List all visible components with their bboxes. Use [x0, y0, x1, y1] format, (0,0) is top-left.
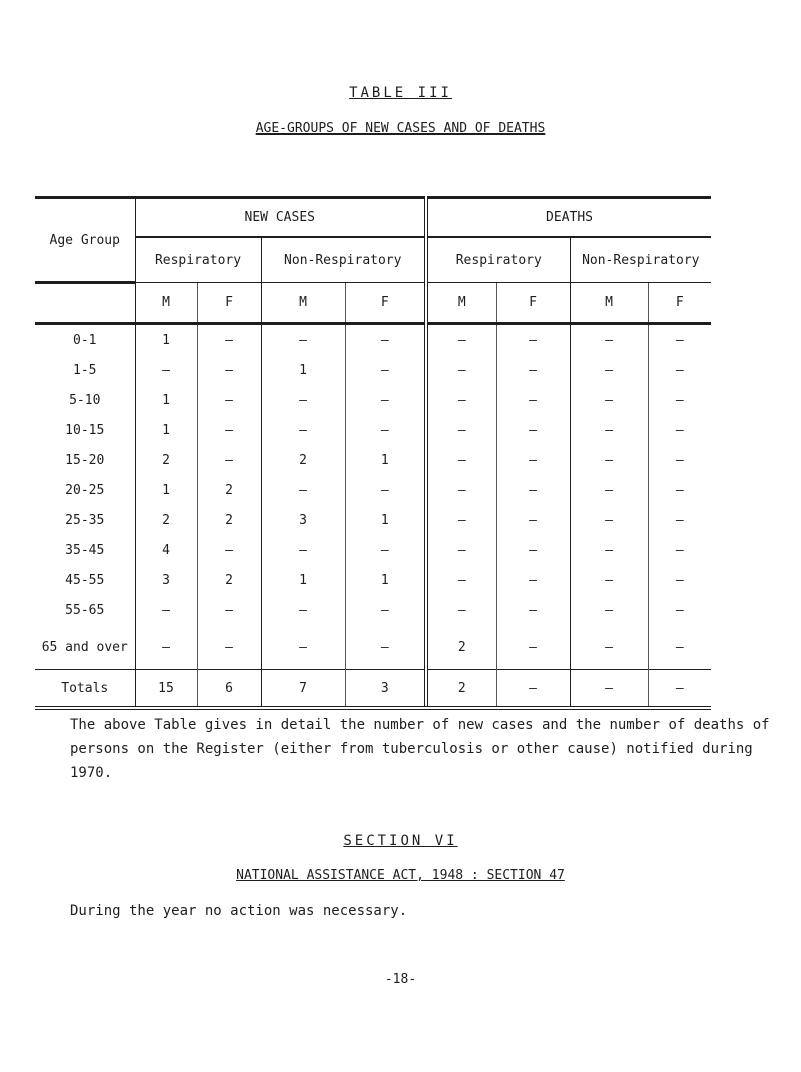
count-cell: –: [135, 595, 197, 625]
count-cell: –: [496, 565, 570, 595]
totals-label: Totals: [35, 670, 135, 709]
count-cell: 6: [197, 670, 261, 709]
count-cell: –: [570, 535, 648, 565]
count-cell: 3: [135, 565, 197, 595]
age-group-cell: 0-1: [73, 332, 97, 348]
table-row: [35, 355, 711, 385]
table-body: [35, 324, 711, 709]
count-cell: –: [570, 565, 648, 595]
count-cell: –: [345, 625, 426, 670]
table-row: [35, 565, 711, 595]
count-cell: 1: [261, 565, 345, 595]
count-cell: –: [426, 595, 496, 625]
count-cell: –: [426, 505, 496, 535]
count-cell: –: [426, 415, 496, 445]
count-cell: 2: [197, 505, 261, 535]
count-cell: –: [648, 505, 711, 535]
table-row: [35, 535, 711, 565]
count-cell: –: [570, 385, 648, 415]
count-cell: –: [135, 625, 197, 670]
sex-header-m: M: [135, 283, 197, 324]
table-row: [35, 505, 711, 535]
count-cell: 1: [261, 355, 345, 385]
explanation-paragraph: The above Table gives in detail the number of new cases and the number of deaths of persons on the Register (either from tuberculosis or other cause) notified during 1970.: [70, 717, 770, 781]
count-cell: 3: [345, 670, 426, 709]
age-group-cell: 10-15: [65, 422, 105, 438]
count-cell: –: [345, 595, 426, 625]
count-cell: –: [426, 565, 496, 595]
count-cell: –: [570, 324, 648, 356]
count-cell: 1: [345, 445, 426, 475]
count-cell: 4: [135, 535, 197, 565]
sex-header-spacer: [35, 283, 135, 324]
count-cell: –: [496, 475, 570, 505]
table-row: [35, 625, 711, 670]
count-cell: –: [496, 415, 570, 445]
count-cell: –: [197, 625, 261, 670]
count-cell: 2: [135, 505, 197, 535]
age-group-cell: 15-20: [65, 452, 105, 468]
count-cell: 2: [426, 670, 496, 709]
count-cell: –: [496, 625, 570, 670]
count-cell: –: [261, 475, 345, 505]
count-cell: –: [570, 415, 648, 445]
count-cell: 7: [261, 670, 345, 709]
new-non-respiratory-header: Non-Respiratory: [261, 237, 426, 283]
count-cell: –: [648, 595, 711, 625]
count-cell: –: [261, 625, 345, 670]
count-cell: 2: [135, 445, 197, 475]
count-cell: –: [345, 324, 426, 356]
count-cell: –: [570, 625, 648, 670]
count-cell: 1: [135, 385, 197, 415]
deaths-header: DEATHS: [426, 198, 711, 238]
table-row: [35, 595, 711, 625]
sex-header-m: M: [570, 283, 648, 324]
count-cell: 2: [426, 625, 496, 670]
act-heading: NATIONAL ASSISTANCE ACT, 1948 : SECTION 47: [236, 868, 565, 883]
count-cell: –: [648, 475, 711, 505]
new-respiratory-header: Respiratory: [135, 237, 261, 283]
count-cell: 1: [345, 565, 426, 595]
count-cell: 2: [197, 475, 261, 505]
count-cell: –: [345, 385, 426, 415]
table-row: [35, 445, 711, 475]
count-cell: –: [345, 355, 426, 385]
count-cell: –: [496, 595, 570, 625]
count-cell: –: [261, 415, 345, 445]
table-row: [35, 385, 711, 415]
count-cell: –: [648, 445, 711, 475]
age-group-cell: 1-5: [73, 362, 97, 378]
count-cell: –: [345, 535, 426, 565]
count-cell: 3: [261, 505, 345, 535]
count-cell: –: [496, 505, 570, 535]
section-heading: SECTION VI: [343, 833, 458, 849]
table-subtitle: AGE-GROUPS OF NEW CASES AND OF DEATHS: [255, 121, 546, 136]
totals-row: [35, 670, 711, 709]
count-cell: –: [648, 355, 711, 385]
count-cell: –: [496, 535, 570, 565]
table-row: [35, 324, 711, 356]
age-group-cell: 20-25: [65, 482, 105, 498]
table-row: [35, 475, 711, 505]
count-cell: –: [197, 415, 261, 445]
sex-header-f: F: [496, 283, 570, 324]
count-cell: 1: [135, 415, 197, 445]
count-cell: 1: [345, 505, 426, 535]
count-cell: –: [261, 535, 345, 565]
count-cell: –: [197, 324, 261, 356]
count-cell: –: [570, 505, 648, 535]
count-cell: –: [496, 385, 570, 415]
count-cell: –: [570, 670, 648, 709]
sex-header-f: F: [648, 283, 711, 324]
age-group-cell: 35-45: [65, 542, 105, 558]
sex-header-m: M: [261, 283, 345, 324]
deaths-non-respiratory-header: Non-Respiratory: [570, 237, 711, 283]
age-group-cell: 5-10: [69, 392, 101, 408]
count-cell: –: [426, 324, 496, 356]
count-cell: –: [197, 445, 261, 475]
count-cell: –: [570, 595, 648, 625]
page-number: -18-: [384, 972, 417, 987]
count-cell: –: [648, 385, 711, 415]
count-cell: –: [345, 475, 426, 505]
count-cell: –: [496, 445, 570, 475]
count-cell: 15: [135, 670, 197, 709]
deaths-respiratory-header: Respiratory: [426, 237, 570, 283]
count-cell: 1: [135, 475, 197, 505]
count-cell: –: [570, 355, 648, 385]
age-group-cell: 65 and over: [41, 639, 128, 655]
count-cell: –: [197, 385, 261, 415]
count-cell: –: [261, 385, 345, 415]
count-cell: –: [426, 535, 496, 565]
count-cell: 1: [135, 324, 197, 356]
age-group-cell: 25-35: [65, 512, 105, 528]
count-cell: –: [197, 595, 261, 625]
table-title: TABLE III: [349, 85, 452, 101]
count-cell: –: [426, 385, 496, 415]
count-cell: –: [648, 535, 711, 565]
age-group-cell: 45-55: [65, 572, 105, 588]
new-cases-header: NEW CASES: [135, 198, 426, 238]
age-group-cell: 55-65: [65, 602, 105, 618]
count-cell: –: [648, 565, 711, 595]
count-cell: 2: [197, 565, 261, 595]
count-cell: –: [570, 445, 648, 475]
count-cell: –: [648, 324, 711, 356]
table-row: [35, 415, 711, 445]
count-cell: –: [197, 355, 261, 385]
count-cell: –: [426, 475, 496, 505]
count-cell: –: [261, 595, 345, 625]
sex-header-m: M: [426, 283, 496, 324]
count-cell: –: [496, 324, 570, 356]
sex-header-f: F: [345, 283, 426, 324]
age-group-header: Age Group: [35, 198, 135, 283]
count-cell: –: [570, 475, 648, 505]
count-cell: –: [648, 625, 711, 670]
count-cell: –: [135, 355, 197, 385]
count-cell: –: [426, 355, 496, 385]
count-cell: –: [496, 355, 570, 385]
count-cell: 2: [261, 445, 345, 475]
count-cell: –: [426, 445, 496, 475]
count-cell: –: [496, 670, 570, 709]
during-text: During the year no action was necessary.: [70, 903, 408, 919]
count-cell: –: [648, 415, 711, 445]
count-cell: –: [197, 535, 261, 565]
age-groups-table: [35, 196, 711, 710]
count-cell: –: [261, 324, 345, 356]
sex-header-f: F: [197, 283, 261, 324]
count-cell: –: [648, 670, 711, 709]
count-cell: –: [345, 415, 426, 445]
